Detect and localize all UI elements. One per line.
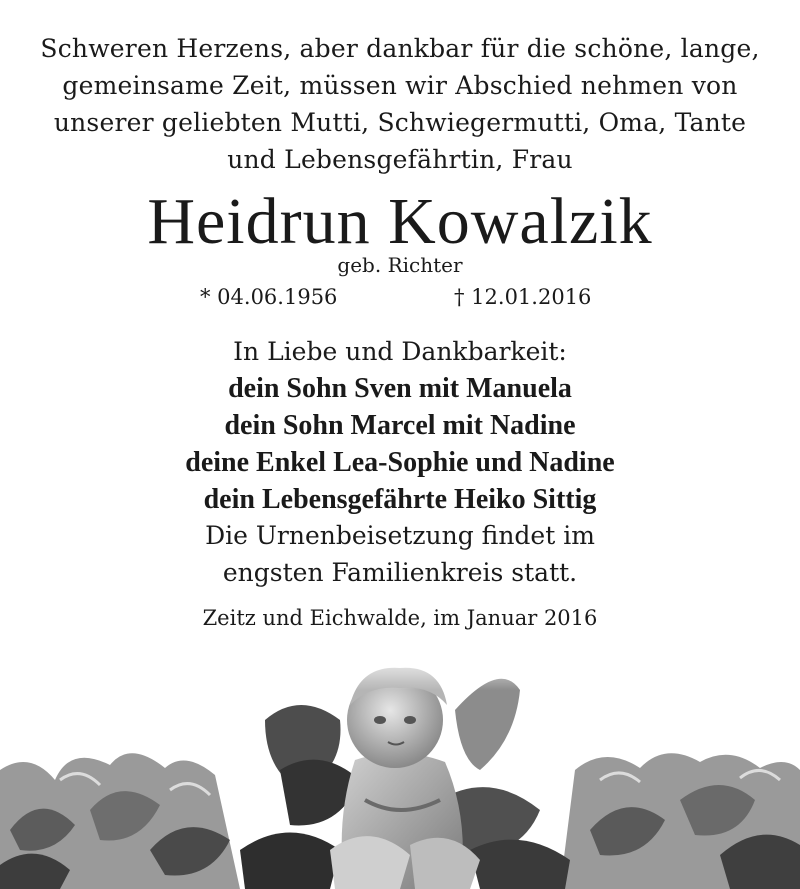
place-and-date: Zeitz und Eichwalde, im Januar 2016 [202,606,598,630]
burial-line: Die Urnenbeisetzung findet im [205,521,595,550]
mourner-line: dein Lebensgefährte Heiko Sittig [203,484,597,515]
mourners-heading: In Liebe und Dankbarkeit: [233,337,567,366]
intro-line: gemeinsame Zeit, müssen wir Abschied nehmen von [62,71,738,100]
death-date: † 12.01.2016 [454,285,592,309]
intro-line: unserer geliebten Mutti, Schwiegermutti, Oma, Tante [53,108,747,137]
burial-notice [0,517,800,591]
intro-text [0,30,800,178]
mourners-block [0,333,800,518]
mourner-line: dein Sohn Sven mit Manuela [228,373,572,404]
birth-date: * 04.06.1956 [200,285,338,309]
mourner-line: dein Sohn Marcel mit Nadine [224,410,576,441]
intro-line: Schweren Herzens, aber dankbar für die schöne, lange, [40,34,760,63]
intro-line: und Lebensgefährtin, Frau [227,145,573,174]
mourner-line: deine Enkel Lea-Sophie und Nadine [185,447,615,478]
ivy-leaves-right [560,753,800,889]
deceased-name: Heidrun Kowalzik [147,185,653,258]
angel-ivy-image [0,650,800,889]
burial-line: engsten Familienkreis statt. [222,558,578,587]
birth-name: geb. Richter [337,253,463,277]
angel-wing [455,679,520,770]
ivy-leaves-left [0,753,240,889]
